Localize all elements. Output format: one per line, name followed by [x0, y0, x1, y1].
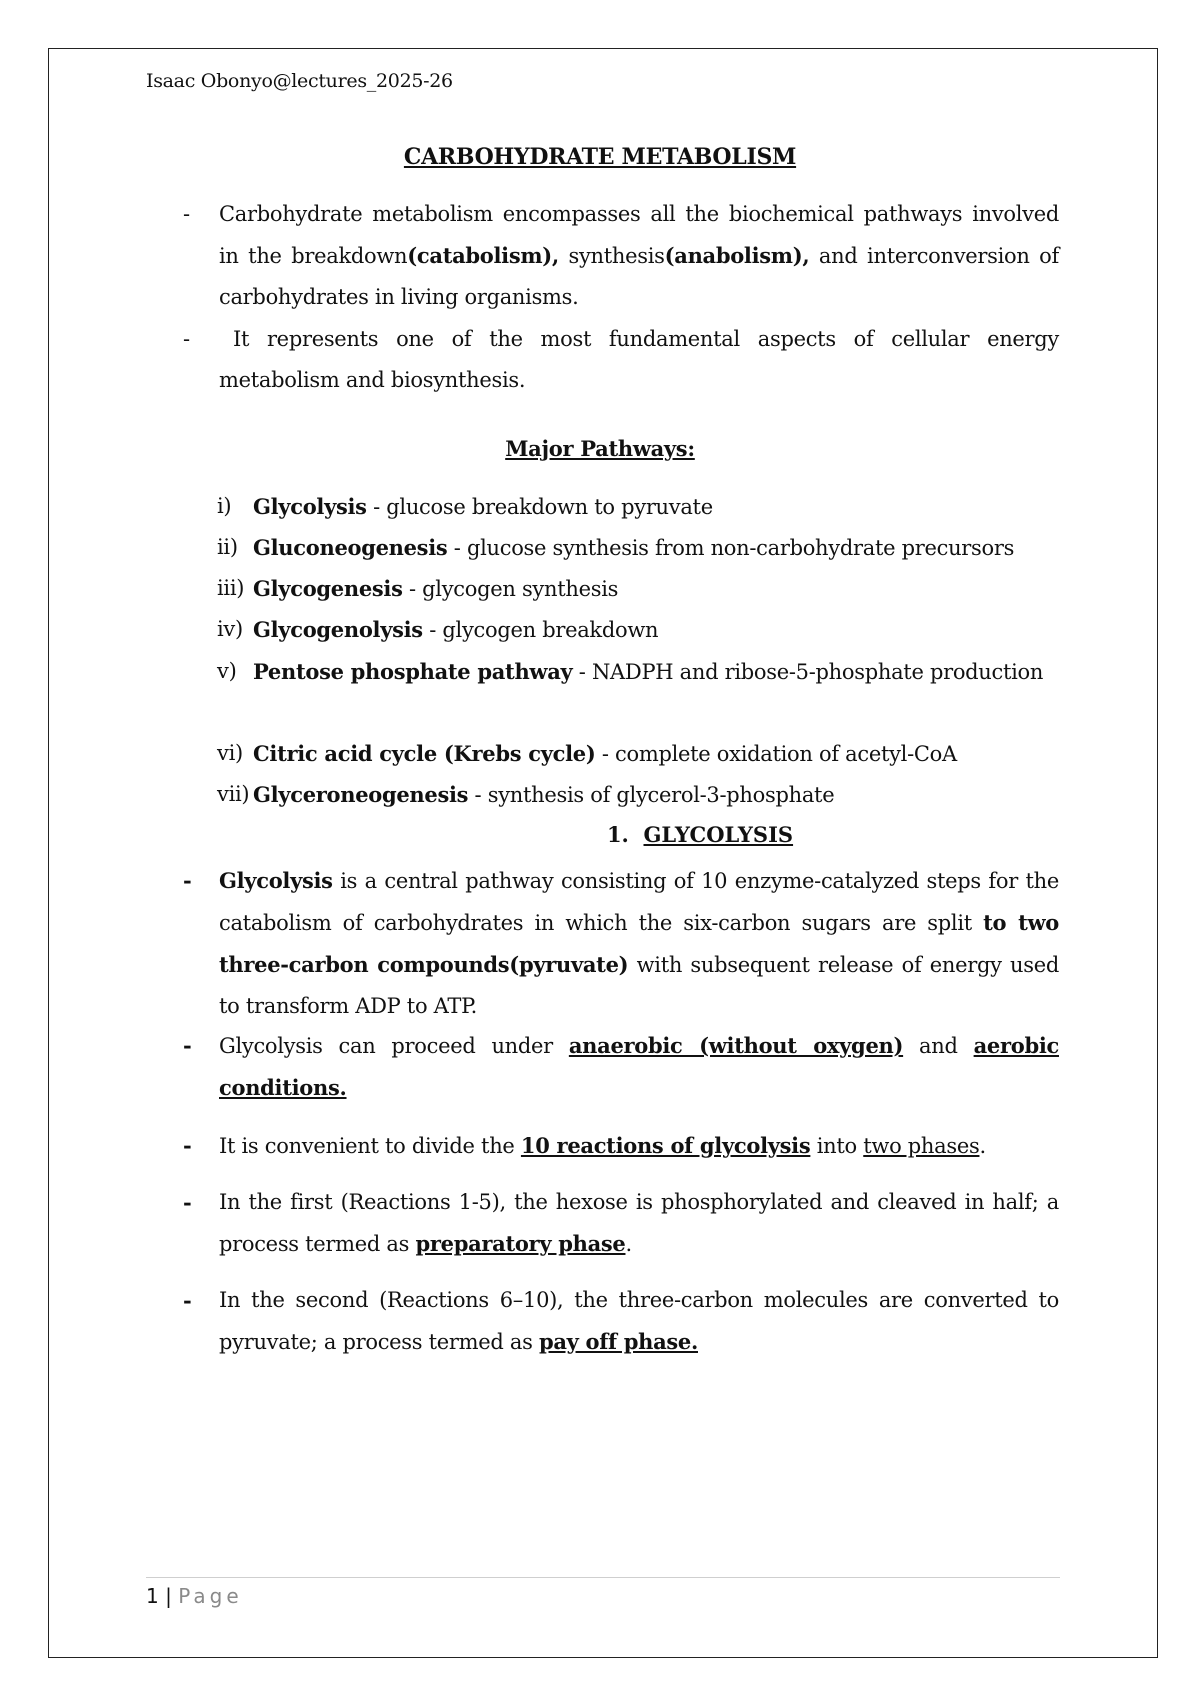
page-header: Isaac Obonyo@lectures_2025-26 [146, 70, 453, 92]
major-pathways-heading: Major Pathways: [505, 436, 695, 461]
pathway-desc: - synthesis of glycerol-3-phosphate [468, 783, 835, 807]
pathway-item [217, 609, 1057, 650]
underlined-term: anaerobic (without oxygen) [568, 1033, 904, 1058]
page-number: 1 [146, 1584, 159, 1608]
bullet-dash: - [183, 868, 192, 893]
item-number: iii) [217, 576, 245, 600]
bullet-dash: - [183, 202, 191, 226]
text: . [625, 1232, 632, 1256]
glycolysis-bullet-3 [219, 1125, 1059, 1167]
text: In the second (Reactions 6–10), the three-carbon molecules are converted to pyruvate; a process termed as [219, 1288, 1059, 1354]
heading-text: GLYCOLYSIS [643, 822, 794, 847]
pathway-desc: - NADPH and ribose-5-phosphate production [572, 660, 1044, 684]
pathway-desc: - glycogen breakdown [422, 618, 659, 642]
underlined-term: pay off phase. [538, 1329, 698, 1354]
item-number: i) [217, 494, 232, 518]
pathway-item [217, 733, 1057, 774]
text: In the first (Reactions 1-5), the hexose is phosphorylated and cleaved in half; a process termed as [219, 1190, 1059, 1256]
bullet-dash: - [183, 1190, 192, 1215]
bold-term: to two three-carbon compounds(pyruvate) [219, 910, 1059, 977]
bullet-dash: - [183, 1033, 192, 1058]
page-footer [146, 1584, 243, 1608]
bold-term: (anabolism), [664, 243, 810, 268]
item-number: iv) [217, 617, 243, 641]
pathway-item [217, 527, 1057, 568]
text: Carbohydrate metabolism encompasses all the biochemical pathways involved in the breakdown [219, 202, 1059, 268]
pathway-desc: - glucose synthesis from non-carbohydrate precursors [447, 536, 1015, 560]
intro-bullet-2: It represents one of the most fundamental aspects of cellular energy metabolism and biosynthesis. [219, 327, 1059, 392]
underlined-term: preparatory phase [415, 1231, 626, 1256]
bullet-dash: - [183, 1133, 192, 1158]
underlined-term: 10 reactions of glycolysis [520, 1133, 811, 1158]
glycolysis-heading [0, 822, 1200, 847]
page-label: Page [178, 1584, 243, 1608]
glycolysis-bullet-4 [219, 1182, 1059, 1265]
pathway-desc: - complete oxidation of acetyl-CoA [595, 742, 957, 766]
bold-term: (catabolism), [407, 243, 559, 268]
pathway-name: Glycolysis [253, 494, 367, 519]
glycolysis-bullet-5 [219, 1280, 1059, 1363]
underlined-term: two phases [863, 1134, 980, 1158]
underlined-term: aerobic conditions. [219, 1033, 1059, 1100]
pathway-item [217, 568, 1057, 609]
text: with subsequent release of energy used to transform ADP to ATP. [219, 953, 1059, 1018]
intro-bullet-1 [219, 194, 1059, 318]
pathway-name: Citric acid cycle (Krebs cycle) [253, 741, 596, 766]
text: and [903, 1034, 974, 1058]
item-number: vi) [217, 741, 243, 765]
bullet-dash: - [183, 327, 191, 351]
pathway-name: Glyceroneogenesis [253, 782, 469, 807]
pathway-item [217, 486, 1057, 527]
item-number: vii) [217, 782, 250, 806]
pathway-name: Pentose phosphate pathway [253, 659, 573, 684]
pathway-name: Glycogenolysis [253, 617, 423, 642]
text: . [979, 1134, 986, 1158]
pathway-item [217, 774, 1057, 815]
glycolysis-bullet-2 [219, 1025, 1059, 1109]
page-title: CARBOHYDRATE METABOLISM [403, 144, 797, 170]
item-number: v) [217, 659, 237, 683]
text: and interconversion of carbohydrates in living organisms. [219, 244, 1059, 309]
heading-number: 1. [606, 822, 629, 847]
pathway-name: Glycogenesis [253, 576, 403, 601]
text: Glycolysis can proceed under [219, 1034, 569, 1058]
text: is a central pathway consisting of 10 enzyme-catalyzed steps for the catabolism of carbohydrates in which the six-carbon sugars are split [219, 869, 1059, 935]
text: into [810, 1134, 864, 1158]
pathway-desc: - glycogen synthesis [402, 577, 619, 601]
footer-divider [146, 1577, 1060, 1578]
pathway-name: Gluconeogenesis [253, 535, 448, 560]
bullet-dash: - [183, 1288, 192, 1313]
pathway-item [217, 651, 1057, 733]
item-number: ii) [217, 535, 238, 559]
footer-separator: | [165, 1584, 172, 1608]
glycolysis-bullet-1 [219, 860, 1059, 1027]
pathway-desc: - glucose breakdown to pyruvate [366, 495, 713, 519]
text: It is convenient to divide the [219, 1134, 521, 1158]
bold-term: Glycolysis [219, 868, 333, 893]
text: synthesis [558, 244, 665, 268]
